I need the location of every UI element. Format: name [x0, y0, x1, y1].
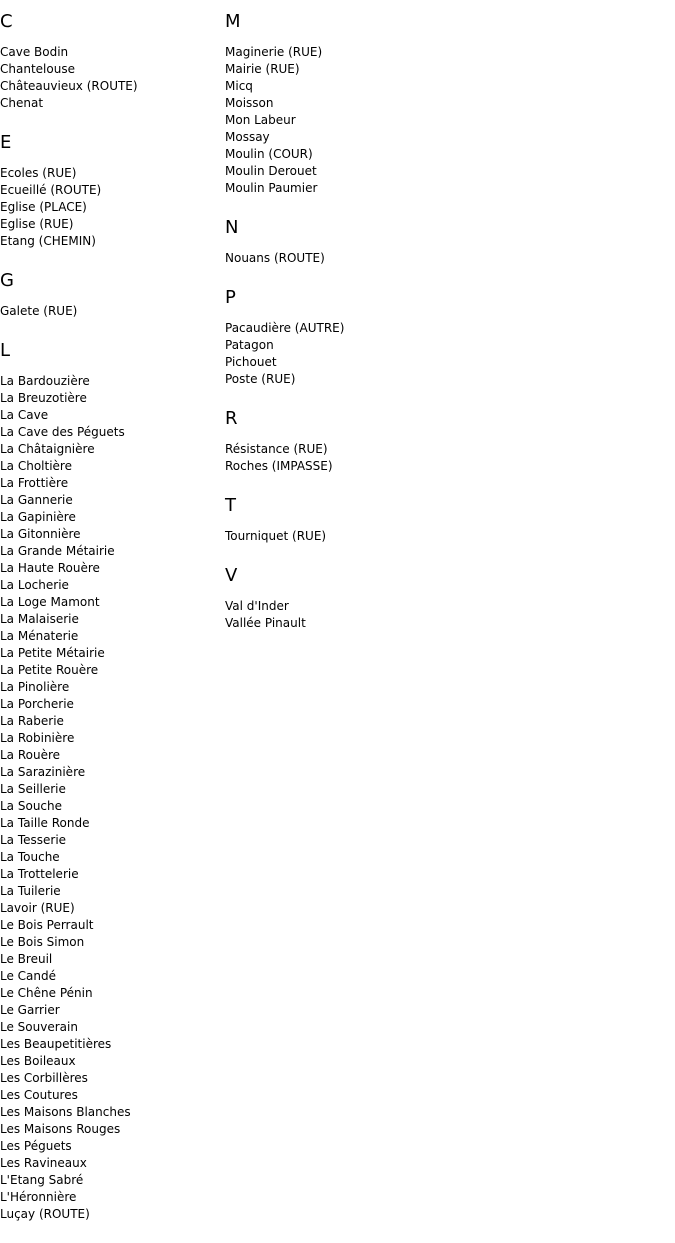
letter-group-p: [225, 286, 665, 388]
street-link-le-souverain[interactable]: Le Souverain: [0, 1020, 78, 1034]
letter-heading: G: [0, 270, 14, 291]
street-link-la-trottelerie[interactable]: La Trottelerie: [0, 867, 79, 881]
letter-group-e: [0, 131, 220, 250]
street-link-galete-rue[interactable]: Galete (RUE): [0, 304, 78, 318]
street-link-les-maisons-blanches[interactable]: Les Maisons Blanches: [0, 1105, 131, 1119]
street-link-eglise-rue[interactable]: Eglise (RUE): [0, 217, 74, 231]
street-link-la-chataigniere[interactable]: La Châtaignière: [0, 442, 95, 456]
street-link-la-menaterie[interactable]: La Ménaterie: [0, 629, 79, 643]
street-list: [0, 303, 220, 320]
street-link-chateauvieux-route[interactable]: Châteauvieux (ROUTE): [0, 79, 138, 93]
street-link-la-gapiniere[interactable]: La Gapinière: [0, 510, 76, 524]
street-link-eglise-place[interactable]: Eglise (PLACE): [0, 200, 87, 214]
street-link-la-frottiere[interactable]: La Frottière: [0, 476, 69, 490]
street-link-la-seillerie[interactable]: La Seillerie: [0, 782, 66, 796]
street-link-patagon[interactable]: Patagon: [225, 338, 274, 352]
street-link-les-coutures[interactable]: Les Coutures: [0, 1088, 78, 1102]
letter-heading: N: [225, 217, 239, 238]
street-link-nouans-route[interactable]: Nouans (ROUTE): [225, 251, 325, 265]
letter-group-l: [0, 339, 220, 1223]
street-link-le-cande[interactable]: Le Candé: [0, 969, 57, 983]
street-link-la-gitonniere[interactable]: La Gitonnière: [0, 527, 81, 541]
street-link-resistance-rue[interactable]: Résistance (RUE): [225, 442, 328, 456]
letter-heading: E: [0, 132, 12, 153]
letter-heading: C: [0, 11, 13, 32]
street-link-vallee-pinault[interactable]: Vallée Pinault: [225, 616, 306, 630]
street-link-la-breuzotiere[interactable]: La Breuzotière: [0, 391, 87, 405]
street-link-la-locherie[interactable]: La Locherie: [0, 578, 69, 592]
street-link-cave-bodin[interactable]: Cave Bodin: [0, 45, 69, 59]
street-link-la-loge-mamont[interactable]: La Loge Mamont: [0, 595, 100, 609]
street-link-la-petite-rouere[interactable]: La Petite Rouère: [0, 663, 99, 677]
street-link-lucay-route[interactable]: Luçay (ROUTE): [0, 1207, 90, 1221]
street-link-la-tesserie[interactable]: La Tesserie: [0, 833, 67, 847]
street-link-moulin-cour[interactable]: Moulin (COUR): [225, 147, 313, 161]
street-link-mairie-rue[interactable]: Mairie (RUE): [225, 62, 300, 76]
street-link-la-cave[interactable]: La Cave: [0, 408, 49, 422]
street-link-la-robiniere[interactable]: La Robinière: [0, 731, 75, 745]
street-list: [225, 44, 665, 197]
letter-group-r: [225, 407, 665, 475]
letter-group-t: [225, 494, 665, 545]
street-index-column-right: [225, 10, 665, 651]
street-link-la-raberie[interactable]: La Raberie: [0, 714, 64, 728]
street-link-maginerie-rue[interactable]: Maginerie (RUE): [225, 45, 323, 59]
street-link-pichouet[interactable]: Pichouet: [225, 355, 277, 369]
street-link-la-malaiserie[interactable]: La Malaiserie: [0, 612, 79, 626]
street-link-les-corbilleres[interactable]: Les Corbillères: [0, 1071, 88, 1085]
street-link-le-garrier[interactable]: Le Garrier: [0, 1003, 60, 1017]
street-link-moisson[interactable]: Moisson: [225, 96, 274, 110]
street-list: [225, 320, 665, 388]
street-link-le-breuil[interactable]: Le Breuil: [0, 952, 53, 966]
letter-heading: L: [0, 340, 11, 361]
letter-group-c: [0, 10, 220, 112]
street-list: [0, 373, 220, 1223]
street-link-les-peguets[interactable]: Les Péguets: [0, 1139, 72, 1153]
street-link-l-heronniere[interactable]: L'Héronnière: [0, 1190, 77, 1204]
letter-group-g: [0, 269, 220, 320]
street-link-la-touche[interactable]: La Touche: [0, 850, 60, 864]
street-list: [225, 528, 665, 545]
street-link-la-bardouziere[interactable]: La Bardouzière: [0, 374, 90, 388]
street-link-mon-labeur[interactable]: Mon Labeur: [225, 113, 296, 127]
street-link-roches-impasse[interactable]: Roches (IMPASSE): [225, 459, 333, 473]
street-link-la-haute-rouere[interactable]: La Haute Rouère: [0, 561, 100, 575]
street-link-la-porcherie[interactable]: La Porcherie: [0, 697, 74, 711]
letter-group-v: [225, 564, 665, 632]
street-list: [225, 441, 665, 475]
letter-group-m: [225, 10, 665, 197]
street-link-les-boileaux[interactable]: Les Boileaux: [0, 1054, 76, 1068]
street-link-poste-rue[interactable]: Poste (RUE): [225, 372, 296, 386]
street-link-les-maisons-rouges[interactable]: Les Maisons Rouges: [0, 1122, 121, 1136]
street-link-etang-chemin[interactable]: Etang (CHEMIN): [0, 234, 96, 248]
street-link-chantelouse[interactable]: Chantelouse: [0, 62, 75, 76]
street-list: [0, 44, 220, 112]
letter-group-n: [225, 216, 665, 267]
street-link-mossay[interactable]: Mossay: [225, 130, 270, 144]
street-link-tourniquet-rue[interactable]: Tourniquet (RUE): [225, 529, 327, 543]
street-link-la-grande-metairie[interactable]: La Grande Métairie: [0, 544, 115, 558]
street-link-chenat[interactable]: Chenat: [0, 96, 44, 110]
letter-heading: M: [225, 11, 241, 32]
letter-heading: R: [225, 408, 238, 429]
street-link-la-gannerie[interactable]: La Gannerie: [0, 493, 73, 507]
street-list: [225, 598, 665, 632]
street-link-val-d-inder[interactable]: Val d'Inder: [225, 599, 289, 613]
letter-heading: T: [225, 495, 236, 516]
street-link-lavoir-rue[interactable]: Lavoir (RUE): [0, 901, 75, 915]
street-link-la-taille-ronde[interactable]: La Taille Ronde: [0, 816, 90, 830]
street-link-les-beaupetitieres[interactable]: Les Beaupetitières: [0, 1037, 112, 1051]
street-link-la-rouere[interactable]: La Rouère: [0, 748, 61, 762]
street-index-column-left: [0, 10, 220, 1242]
street-link-le-chene-penin[interactable]: Le Chêne Pénin: [0, 986, 93, 1000]
street-link-la-tuilerie[interactable]: La Tuilerie: [0, 884, 61, 898]
street-link-micq[interactable]: Micq: [225, 79, 253, 93]
street-link-le-bois-simon[interactable]: Le Bois Simon: [0, 935, 85, 949]
street-link-les-ravineaux[interactable]: Les Ravineaux: [0, 1156, 87, 1170]
letter-heading: V: [225, 565, 238, 586]
street-link-la-petite-metairie[interactable]: La Petite Métairie: [0, 646, 105, 660]
street-link-ecoles-rue[interactable]: Ecoles (RUE): [0, 166, 77, 180]
street-link-moulin-derouet[interactable]: Moulin Derouet: [225, 164, 317, 178]
street-link-la-cave-des-peguets[interactable]: La Cave des Péguets: [0, 425, 125, 439]
street-link-le-bois-perrault[interactable]: Le Bois Perrault: [0, 918, 94, 932]
street-link-la-choltiere[interactable]: La Choltière: [0, 459, 72, 473]
street-list: [0, 165, 220, 250]
street-link-la-souche[interactable]: La Souche: [0, 799, 63, 813]
street-link-l-etang-sabre[interactable]: L'Etang Sabré: [0, 1173, 84, 1187]
street-link-la-saraziniere[interactable]: La Sarazinière: [0, 765, 86, 779]
street-list: [225, 250, 665, 267]
street-link-la-pinoliere[interactable]: La Pinolière: [0, 680, 70, 694]
street-link-pacaudiere-autre[interactable]: Pacaudière (AUTRE): [225, 321, 345, 335]
street-link-moulin-paumier[interactable]: Moulin Paumier: [225, 181, 318, 195]
letter-heading: P: [225, 287, 236, 308]
street-link-ecueille-route[interactable]: Ecueillé (ROUTE): [0, 183, 102, 197]
